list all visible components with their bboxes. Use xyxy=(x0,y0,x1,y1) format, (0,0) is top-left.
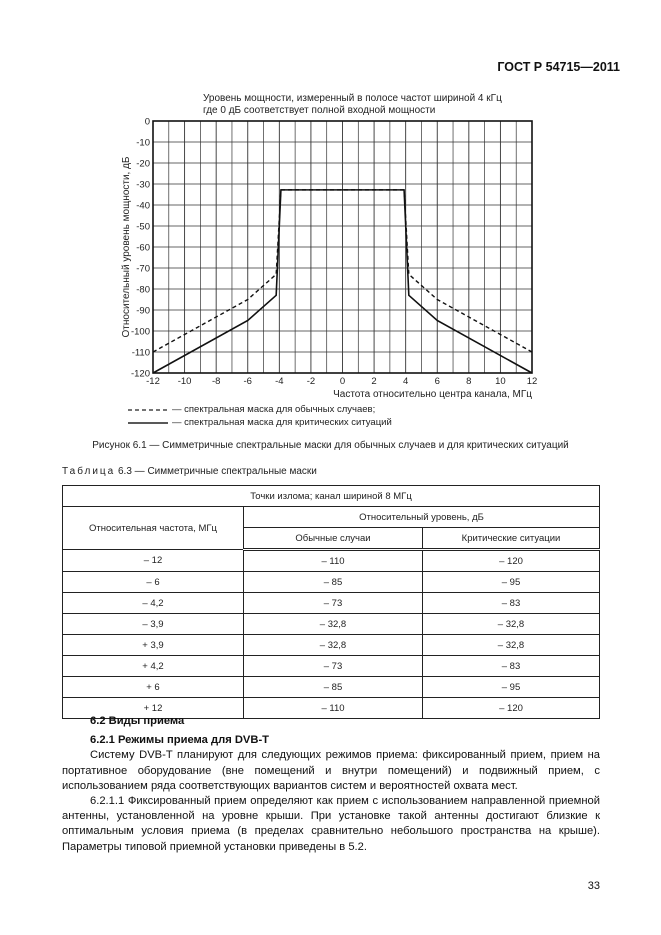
spectral-mask-chart xyxy=(0,0,661,400)
cell-critical: – 120 xyxy=(423,698,600,719)
x-tick-label: -4 xyxy=(275,376,284,387)
x-tick-label: 4 xyxy=(403,376,409,387)
table-row xyxy=(63,572,600,593)
cell-critical: – 95 xyxy=(423,677,600,698)
y-tick-label: 0 xyxy=(144,116,150,128)
paragraph-1: Систему DVB-T планируют для следующих режимов приема: фиксированный прием, прием на портативное оборудование (вне помещений и внутри помещений) и подвижный прием, с использованием ряда соответствующих вариантов систем и вероятностей охвата мест. xyxy=(62,749,600,792)
y-tick-label: -110 xyxy=(131,347,150,359)
x-tick-label: -8 xyxy=(211,376,221,387)
table-row xyxy=(63,550,600,572)
header-normal: Обычные случаи xyxy=(244,528,423,550)
cell-normal: – 110 xyxy=(244,550,423,572)
dashed-line-icon xyxy=(128,407,168,413)
figure-caption: Рисунок 6.1 — Симметричные спектральные маски для обычных случаев и для критических ситуаций xyxy=(92,440,569,451)
x-tick-label: -6 xyxy=(243,376,252,387)
cell-freq: – 4,2 xyxy=(63,593,244,614)
chart-legend xyxy=(128,403,392,429)
y-tick-label: -100 xyxy=(130,326,150,338)
cell-normal: – 85 xyxy=(244,677,423,698)
table-caption: Таблица 6.3 — Симметричные спектральные маски xyxy=(62,466,317,477)
table-row xyxy=(63,656,600,677)
x-tick-label: -10 xyxy=(177,376,192,387)
cell-critical: – 32,8 xyxy=(423,614,600,635)
y-tick-label: -40 xyxy=(136,200,150,212)
solid-line-icon xyxy=(128,420,168,426)
header-level: Относительный уровень, дБ xyxy=(244,507,600,528)
cell-freq: + 12 xyxy=(63,698,244,719)
cell-normal: – 73 xyxy=(244,593,423,614)
y-tick-label: -10 xyxy=(136,137,150,149)
table-row xyxy=(63,635,600,656)
section-heading-6-2: 6.2 Виды приема xyxy=(90,715,185,727)
chart-title-line1: Уровень мощности, измеренный в полосе частот шириной 4 кГц xyxy=(203,93,502,104)
cell-critical: – 83 xyxy=(423,593,600,614)
legend-item-critical: — спектральная маска для критических ситуаций xyxy=(128,416,392,429)
y-tick-label: -90 xyxy=(136,305,150,317)
y-tick-label: -50 xyxy=(136,221,150,233)
x-tick-label: -2 xyxy=(306,376,316,387)
paragraph-2: 6.2.1.1 Фиксированный прием определяют как прием с использованием направленной приемной антенны, установленной на уровне крыши. При установке такой антенны достигают близкие к оптимальным условия приема (в пределах сравнительно небольшого пространства на крыше). Параметры типовой приемной установки приведены в 5.2. xyxy=(62,795,600,853)
cell-critical: – 120 xyxy=(423,550,600,572)
x-tick-label: 10 xyxy=(495,376,506,387)
cell-normal: – 73 xyxy=(244,656,423,677)
cell-freq: – 12 xyxy=(63,550,244,572)
y-tick-label: -120 xyxy=(130,368,150,380)
x-tick-label: 12 xyxy=(526,376,538,387)
x-axis-label: Частота относительно центра канала, МГц xyxy=(333,389,532,400)
x-tick-label: 2 xyxy=(371,376,377,387)
table-top-header: Точки излома; канал шириной 8 МГц xyxy=(63,486,600,507)
section-heading-6-2-1: 6.2.1 Режимы приема для DVB-T xyxy=(90,734,270,747)
cell-critical: – 95 xyxy=(423,572,600,593)
document-id-header: ГОСТ Р 54715—2011 xyxy=(497,60,620,74)
table-row xyxy=(63,677,600,698)
cell-critical: – 32,8 xyxy=(423,635,600,656)
cell-critical: – 83 xyxy=(423,656,600,677)
x-tick-label: 0 xyxy=(339,376,346,387)
header-frequency: Относительная частота, МГц xyxy=(63,507,244,550)
cell-freq: + 4,2 xyxy=(63,656,244,677)
y-tick-label: -60 xyxy=(136,242,150,254)
cell-normal: – 32,8 xyxy=(244,635,423,656)
cell-freq: – 6 xyxy=(63,572,244,593)
cell-normal: – 110 xyxy=(244,698,423,719)
table-row xyxy=(63,593,600,614)
y-tick-label: -20 xyxy=(136,158,150,170)
chart-title-line2: где 0 дБ соответствует полной входной мощности xyxy=(203,105,436,116)
x-tick-label: -12 xyxy=(146,376,160,387)
y-tick-label: -30 xyxy=(136,179,150,191)
y-tick-label: -80 xyxy=(136,284,150,296)
body-text xyxy=(62,714,600,855)
cell-normal: – 85 xyxy=(244,572,423,593)
cell-freq: – 3,9 xyxy=(63,614,244,635)
y-axis-label: Относительный уровень мощности, дБ xyxy=(121,156,132,338)
x-tick-label: 8 xyxy=(466,376,472,387)
y-tick-label: -70 xyxy=(136,263,150,275)
cell-freq: + 3,9 xyxy=(63,635,244,656)
cell-normal: – 32,8 xyxy=(244,614,423,635)
cell-freq: + 6 xyxy=(63,677,244,698)
header-critical: Критические ситуации xyxy=(423,528,600,550)
page-number: 33 xyxy=(587,880,600,892)
spectral-mask-table xyxy=(62,485,600,719)
x-tick-label: 6 xyxy=(434,376,440,387)
legend-item-normal: — спектральная маска для обычных случаев; xyxy=(128,403,392,416)
table-row xyxy=(63,614,600,635)
